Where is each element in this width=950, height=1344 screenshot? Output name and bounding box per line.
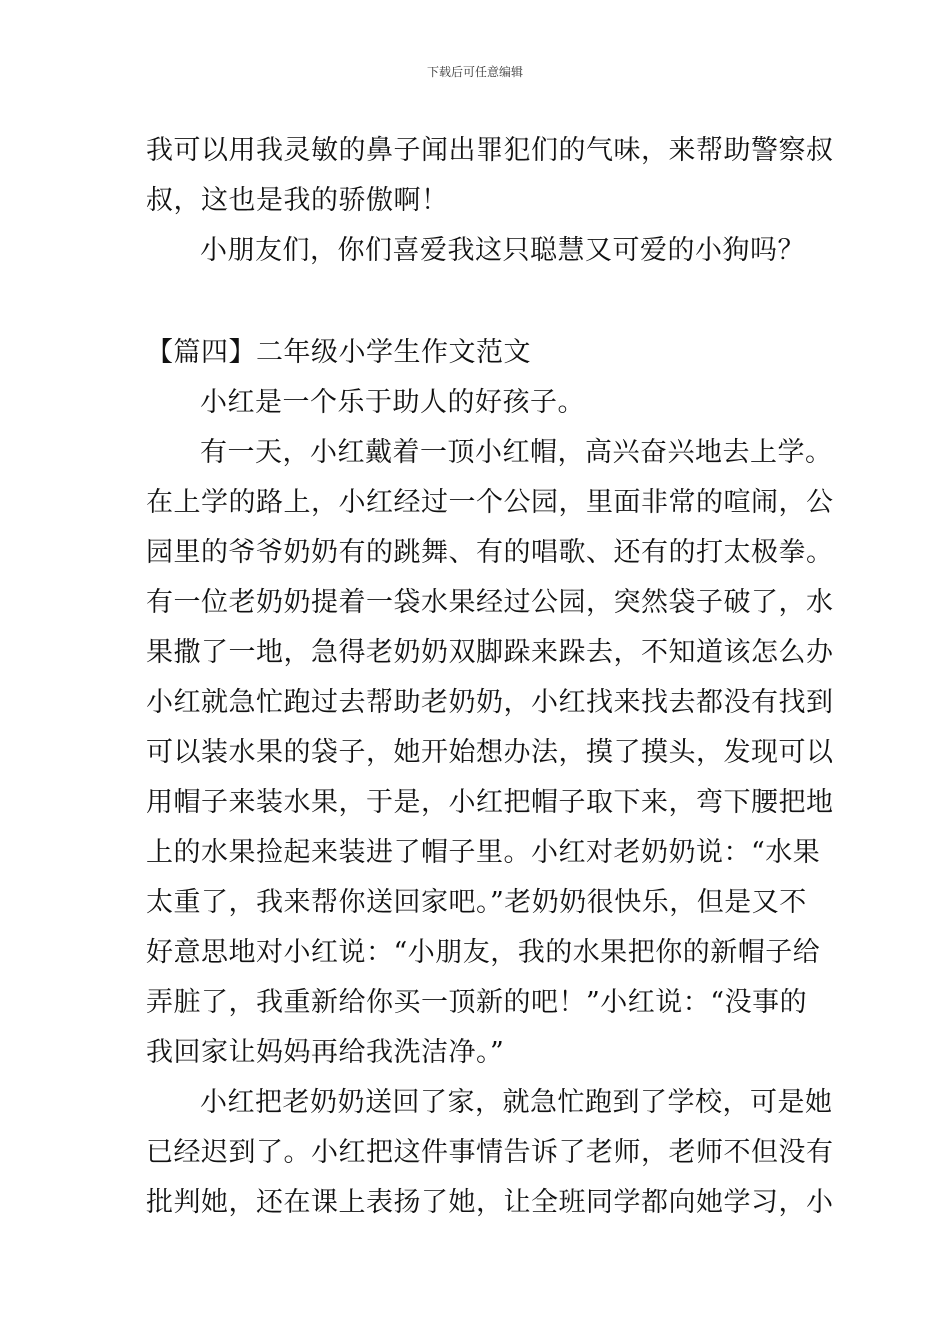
text-line: 我回家让妈妈再给我洗洁净。” [146,1037,505,1068]
text-line: 已经迟到了。小红把这件事情告诉了老师，老师不但没有 [146,1137,834,1168]
section-gap [146,276,810,328]
text-line: 可以装水果的袋子，她开始想办法，摸了摸头，发现可以 [146,737,834,768]
text-line: 有一天，小红戴着一顶小红帽，高兴奋兴地去上学。 [200,437,833,468]
text-line: 批判她，还在课上表扬了她，让全班同学都向她学习，小 [146,1187,834,1218]
page-header: 下载后可任意编辑 [426,65,523,79]
text-line: 用帽子来装水果，于是，小红把帽子取下来，弯下腰把地 [146,787,834,818]
text-line: 太重了，我来帮你送回家吧。”老奶奶很快乐，但是又不 [146,887,807,918]
text-line: 我可以用我灵敏的鼻子闻出罪犯们的气味，来帮助警察叔 [146,135,834,166]
text-line: 有一位老奶奶提着一袋水果经过公园，突然袋子破了，水 [146,587,834,618]
paragraph-block-after [146,378,834,1228]
text-line: 小红就急忙跑过去帮助老奶奶，小红找来找去都没有找到 [146,687,834,718]
text-line: 在上学的路上，小红经过一个公园，里面非常的喧闹，公 [146,487,834,518]
text-line: 园里的爷爷奶奶有的跳舞、有的唱歌、还有的打太极拳。 [146,537,834,568]
text-line: 小红把老奶奶送回了家，就急忙跑到了学校，可是她 [200,1087,833,1118]
text-line: 弄脏了，我重新给你买一顶新的吧！”小红说：“没事的 [146,987,808,1018]
document-body [146,126,834,1228]
text-line: 上的水果捡起来装进了帽子里。小红对老奶奶说：“水果 [146,837,821,868]
paragraph-block-before [146,126,834,276]
text-line: 小朋友们，你们喜爱我这只聪慧又可爱的小狗吗？ [200,235,805,266]
text-line: 小红是一个乐于助人的好孩子。 [200,387,585,418]
text-line: 果撒了一地，急得老奶奶双脚跺来跺去，不知道该怎么办 [146,637,834,668]
text-line: 好意思地对小红说：“小朋友，我的水果把你的新帽子给 [146,937,821,968]
text-line: 叔，这也是我的骄傲啊！ [146,185,449,216]
section-heading: 【篇四】二年级小学生作文范文 [146,337,531,368]
